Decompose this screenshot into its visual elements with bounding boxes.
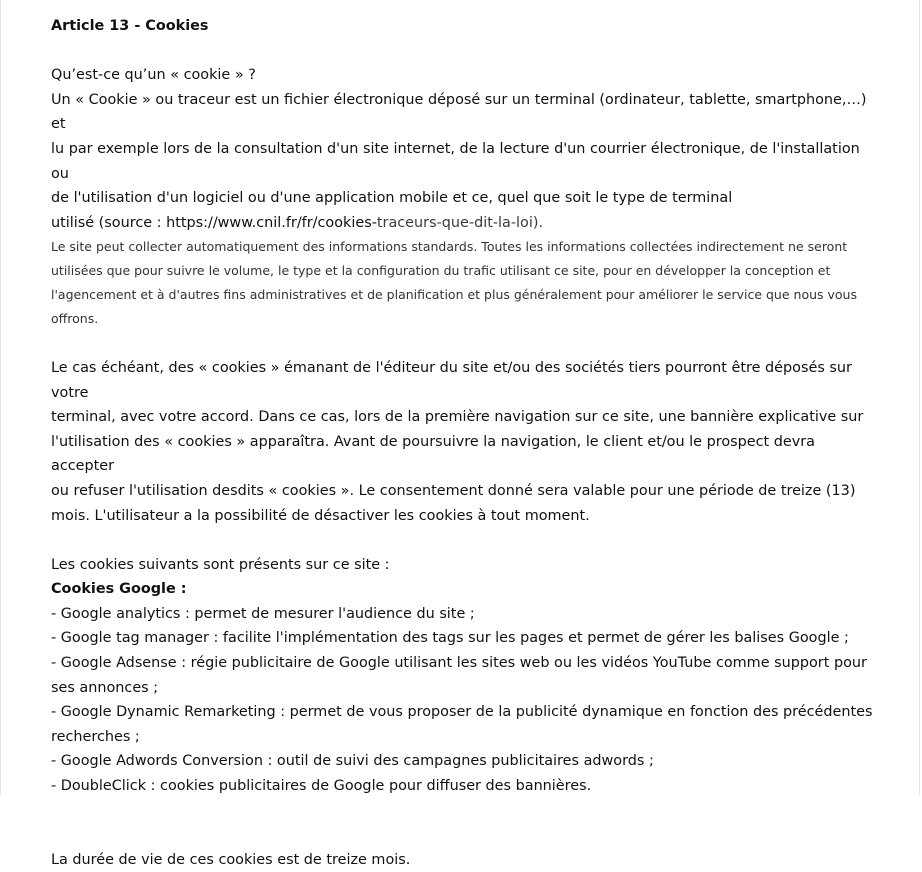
list-item-google-tag-manager: - Google tag manager : facilite l'implémentation des tags sur les pages et permet de gérer les balises Google ; — [51, 630, 849, 647]
definition-line-2: lu par exemple lors de la consultation d'un site internet, de la lecture d'un courrier électronique, de l'installation ou — [51, 140, 860, 182]
list-item-google-remarketing: - Google Dynamic Remarketing : permet de vous proposer de la publicité dynamique en fonction des précédentes — [51, 704, 873, 721]
spacer — [51, 528, 881, 553]
cookie-question: Qu’est-ce qu’un « cookie » ? — [51, 67, 256, 84]
page-border-right — [919, 0, 920, 795]
list-item-google-adsense: - Google Adsense : régie publicitaire de Google utilisant les sites web ou les vidéos YouTube comme support pour — [51, 655, 867, 672]
definition-source: utilisé (source : https://www.cnil.fr/fr/cookies- — [51, 214, 377, 231]
consent-line-2: terminal, avec votre accord. Dans ce cas, lors de la première navigation sur ce site, une bannière explicative sur — [51, 409, 864, 426]
page-border-left — [0, 0, 1, 795]
article-content — [51, 14, 881, 872]
consent-line-1: Le cas échéant, des « cookies » émanant de l'éditeur du site et/ou des sociétés tiers pourront être déposés sur votre — [51, 359, 852, 401]
list-item-google-remarketing-cont: recherches ; — [51, 728, 140, 745]
list-item-google-adwords: - Google Adwords Conversion : outil de suivi des campagnes publicitaires adwords ; — [51, 753, 654, 770]
cnil-link[interactable]: traceurs-que-dit-la-loi). — [376, 214, 544, 231]
article-title: Article 13 - Cookies — [51, 18, 209, 34]
cookie-lifetime: La durée de vie de ces cookies est de treize mois. — [51, 851, 411, 868]
list-item-google-analytics: - Google analytics : permet de mesurer l'audience du site ; — [51, 605, 475, 622]
consent-line-4: ou refuser l'utilisation desdits « cookies ». Le consentement donné sera valable pour une période de treize (13) — [51, 482, 856, 499]
consent-line-3: l'utilisation des « cookies » apparaîtra. Avant de poursuivre la navigation, le client et/ou le prospect devra accepter — [51, 433, 816, 475]
definition-line-3: de l'utilisation d'un logiciel ou d'une application mobile et ce, quel que soit le type de terminal — [51, 190, 733, 207]
collection-line-3: l'agencement et à d'autres fins administratives et de planification et plus généralement pour améliorer le service que nous vous — [51, 287, 857, 303]
spacer — [51, 799, 881, 848]
list-item-doubleclick: - DoubleClick : cookies publicitaires de Google pour diffuser des bannières. — [51, 778, 592, 795]
collection-line-1: Le site peut collecter automatiquement des informations standards. Toutes les informations collectées indirectement ne seront — [51, 239, 848, 255]
cookie-list-heading: Cookies Google : — [51, 581, 187, 598]
collection-line-4: offrons. — [51, 311, 99, 327]
definition-line-1: Un « Cookie » ou traceur est un fichier électronique déposé sur un terminal (ordinateur, tablette, smartphone,…) et — [51, 91, 867, 133]
consent-line-5: mois. L'utilisateur a la possibilité de désactiver les cookies à tout moment. — [51, 507, 590, 524]
spacer — [51, 331, 881, 356]
list-item-google-adsense-cont: ses annonces ; — [51, 679, 159, 696]
cookie-list-intro: Les cookies suivants sont présents sur ce site : — [51, 556, 390, 573]
collection-line-2: utilisées que pour suivre le volume, le type et la configuration du trafic utilisant ce site, pour en développer la conception et — [51, 263, 831, 279]
definition-line-4 — [51, 211, 881, 236]
